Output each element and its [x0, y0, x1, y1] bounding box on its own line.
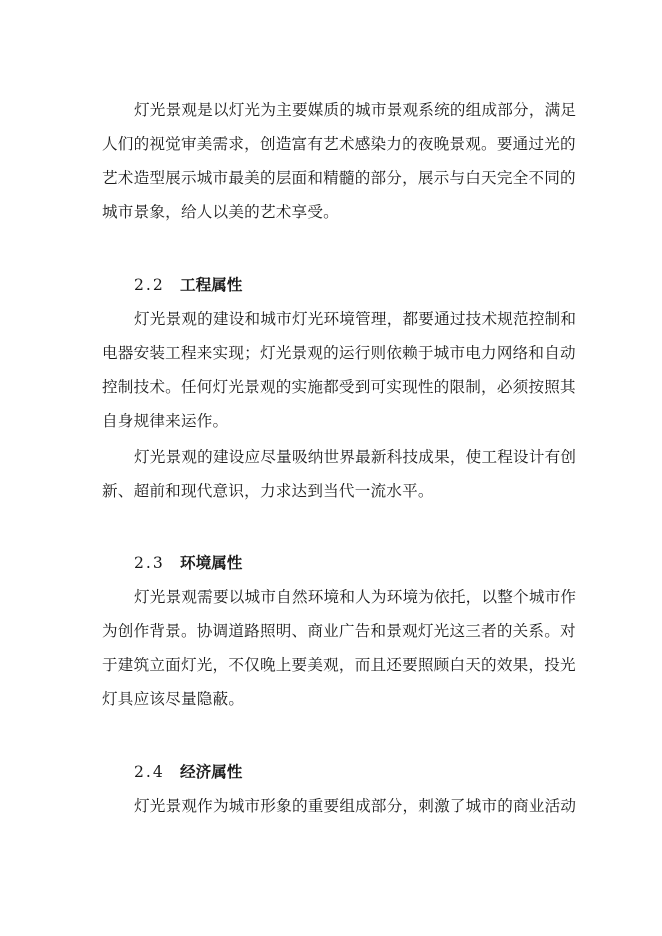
paragraph-line: 艺术造型展示城市最美的层面和精髓的部分，展示与白天完全不同的 — [102, 169, 576, 187]
paragraph-line: 灯光景观的建设和城市灯光环境管理，都要通过技术规范控制和 — [134, 310, 577, 328]
section-heading-2-4 — [134, 762, 242, 782]
paragraph-line: 灯光景观的建设应尽量吸纳世界最新科技成果，使工程设计有创 — [134, 448, 577, 466]
paragraph-line: 于建筑立面灯光，不仅晚上要美观，而且还要照顾白天的效果，投光 — [102, 656, 576, 674]
paragraph-line: 灯光景观作为城市形象的重要组成部分，刺激了城市的商业活动 — [134, 797, 577, 815]
section-title: 工程属性 — [180, 276, 243, 294]
paragraph-line: 自身规律来运作。 — [102, 412, 229, 430]
paragraph-line: 灯具应该尽量隐蔽。 — [102, 690, 245, 708]
section-number: 2.4 — [134, 763, 165, 781]
paragraph-line: 电器安装工程来实现；灯光景观的运行则依赖于城市电力网络和自动 — [102, 344, 576, 362]
paragraph-line: 为创作背景。协调道路照明、商业广告和景观灯光这三者的关系。对 — [102, 622, 576, 640]
section-heading-2-3 — [134, 553, 242, 573]
paragraph-line: 控制技术。任何灯光景观的实施都受到可实现性的限制，必须按照其 — [102, 378, 576, 396]
section-title: 经济属性 — [180, 763, 243, 781]
section-number: 2.2 — [134, 276, 165, 294]
paragraph-line: 灯光景观是以灯光为主要媒质的城市景观系统的组成部分，满足 — [134, 101, 577, 119]
section-heading-2-2 — [134, 275, 242, 295]
paragraph-line: 人们的视觉审美需求，创造富有艺术感染力的夜晚景观。要通过光的 — [102, 135, 576, 153]
paragraph-line: 灯光景观需要以城市自然环境和人为环境为依托，以整个城市作 — [134, 588, 577, 606]
paragraph-line: 新、超前和现代意识，力求达到当代一流水平。 — [102, 482, 434, 500]
section-number: 2.3 — [134, 554, 165, 572]
paragraph-line: 城市景象，给人以美的艺术享受。 — [102, 203, 339, 221]
section-title: 环境属性 — [180, 554, 243, 572]
